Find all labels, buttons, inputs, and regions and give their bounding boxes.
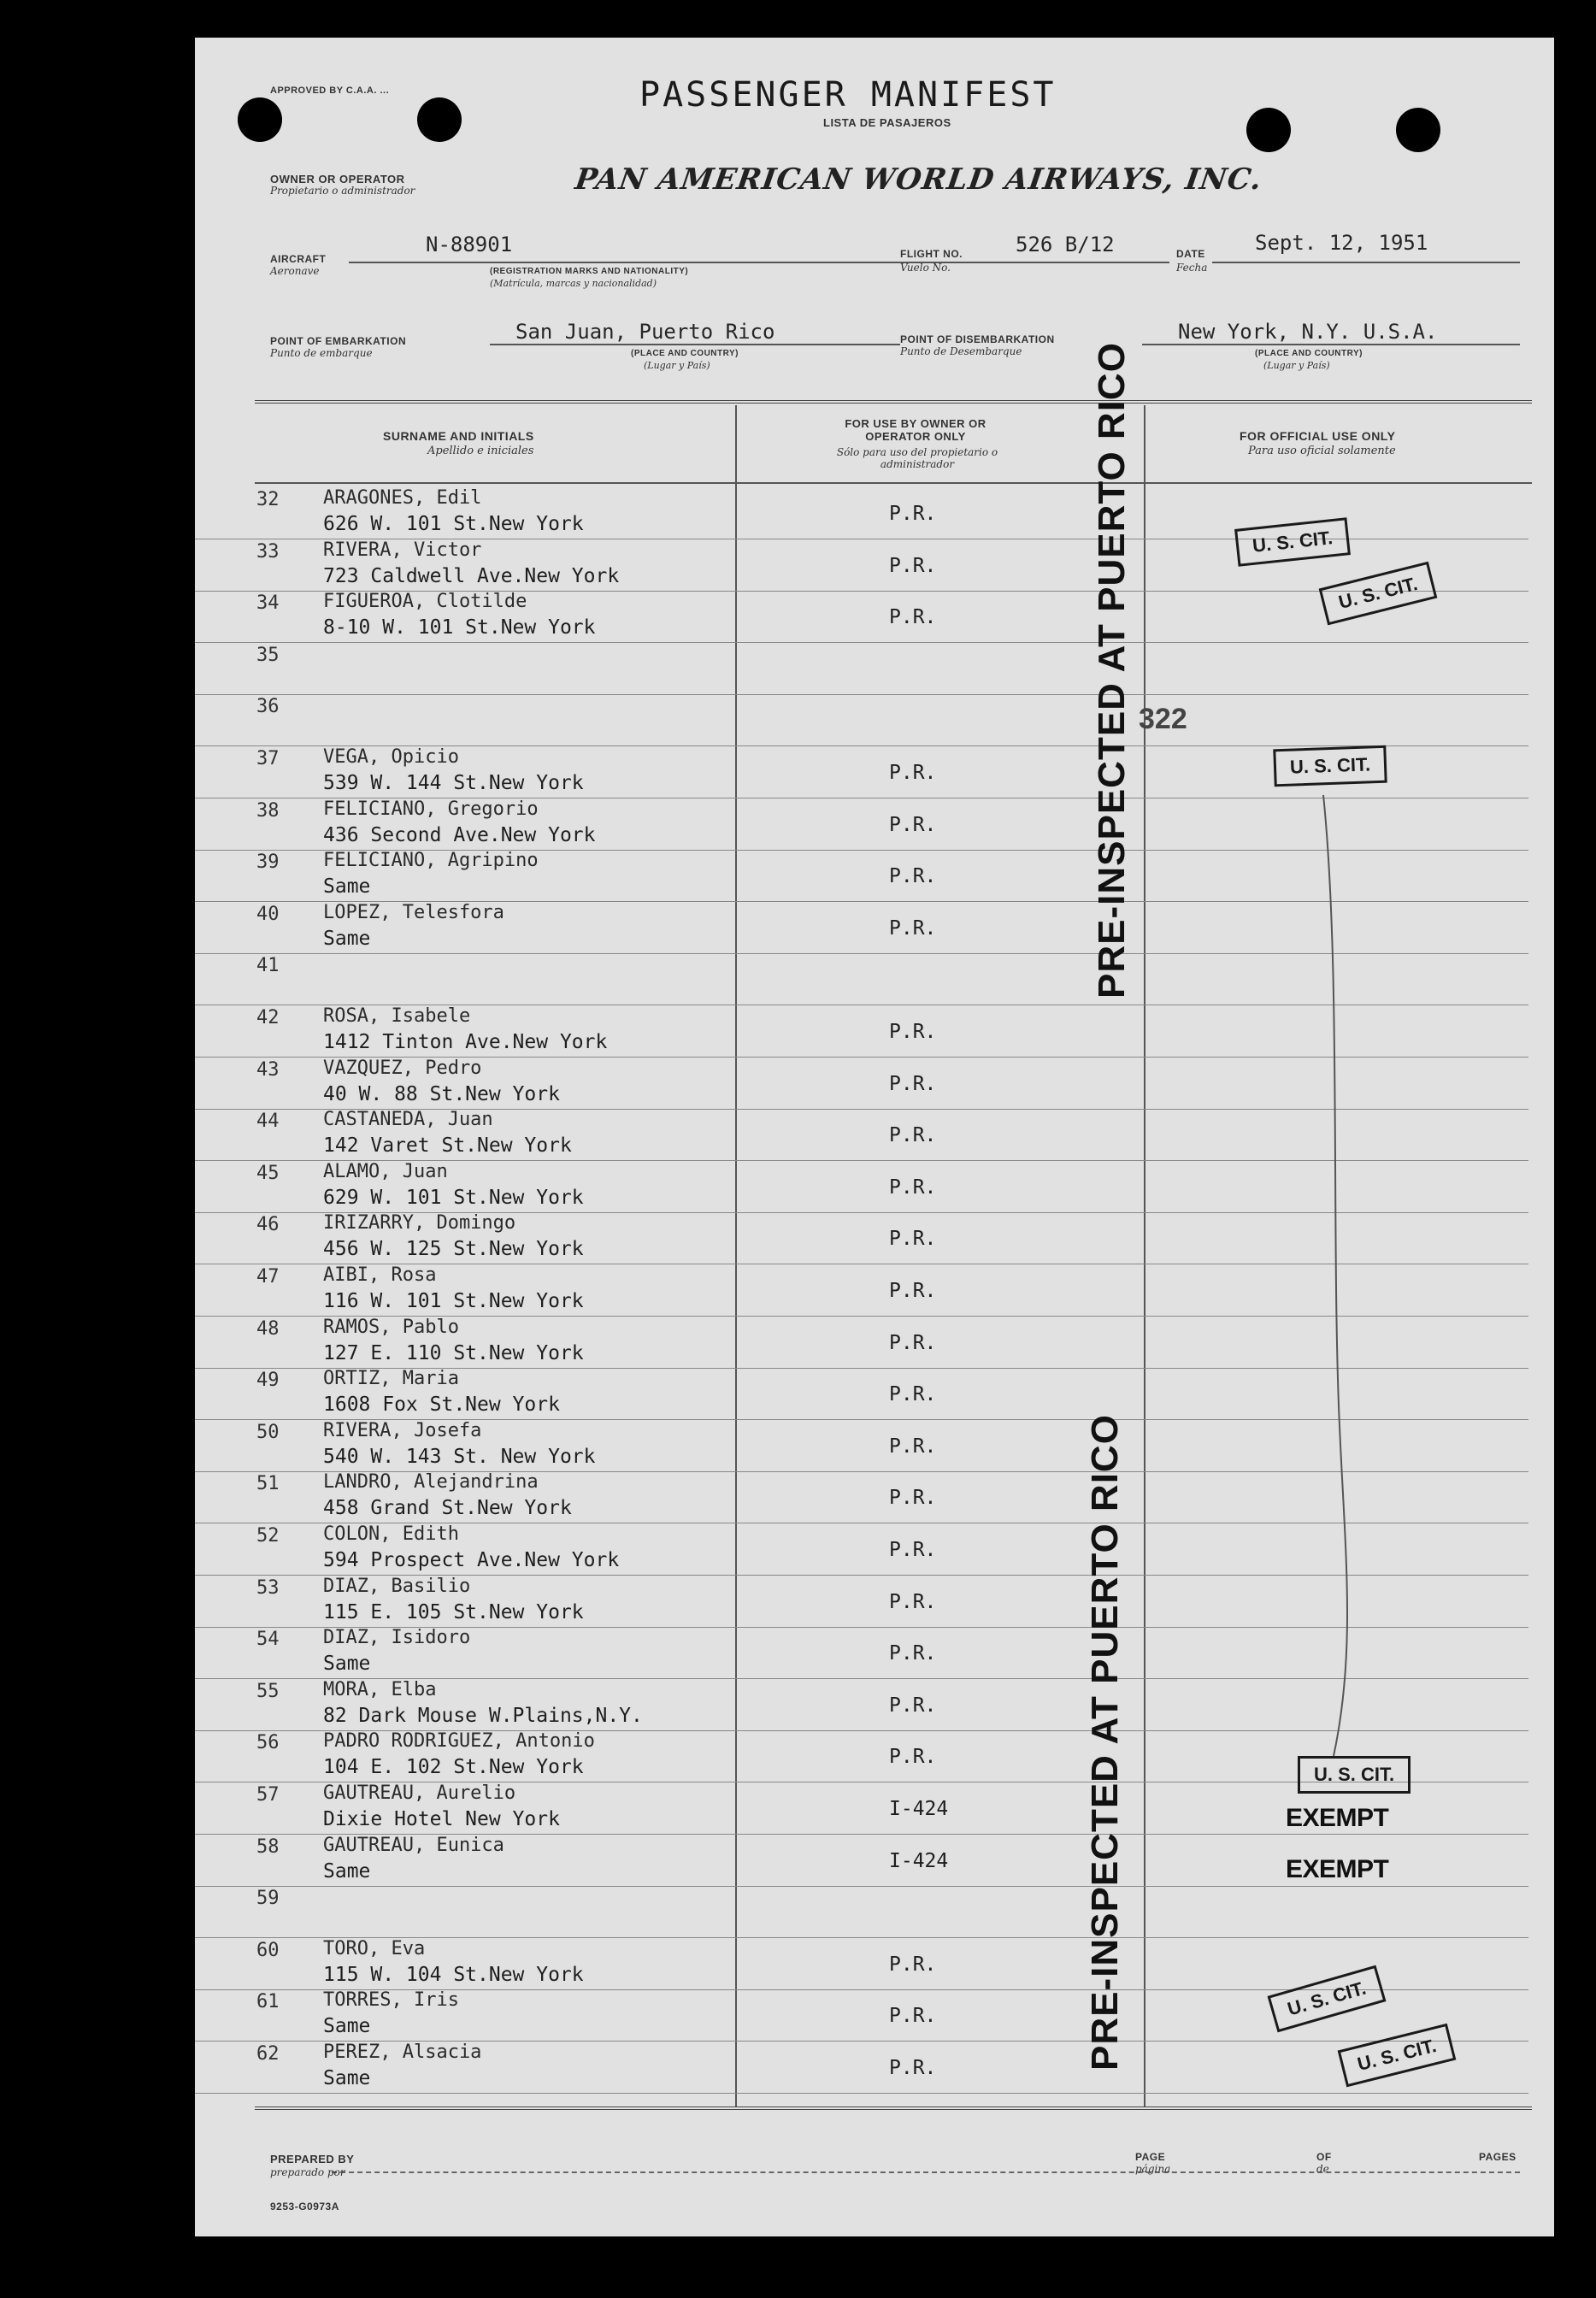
date-value: Sept. 12, 1951 (1255, 231, 1428, 255)
row-number: 36 (256, 696, 280, 717)
owner-use-value: P.R. (889, 1228, 937, 1250)
passenger-name: DIAZ, Basilio (323, 1576, 471, 1597)
embark-line (490, 344, 900, 345)
owner-use-value: P.R. (889, 1073, 937, 1095)
passenger-name: FIGUEROA, Clotilde (323, 591, 527, 612)
disembark-value: New York, N.Y. U.S.A. (1178, 320, 1438, 344)
passenger-address: 436 Second Ave.New York (323, 824, 596, 846)
row-number: 54 (256, 1629, 280, 1650)
passenger-address: 115 W. 104 St.New York (323, 1964, 584, 1986)
passenger-name: ORTIZ, Maria (323, 1368, 459, 1389)
passenger-name: PADRO RODRIGUEZ, Antonio (323, 1730, 595, 1752)
row-number: 33 (256, 541, 280, 563)
table-bottom-rule (255, 2106, 1532, 2110)
us-cit-stamp: U. S. CIT. (1234, 517, 1351, 567)
passenger-name: ARAGONES, Edil (323, 487, 482, 509)
prepared-label: PREPARED BY (270, 2153, 355, 2165)
row-number: 57 (256, 1784, 280, 1806)
owner-use-value: P.R. (889, 503, 937, 525)
footer-line (332, 2171, 1520, 2173)
owner-use-value: P.R. (889, 865, 937, 887)
row-number: 61 (256, 1991, 280, 2012)
preinspected-stamp: PRE-INSPECTED AT PUERTO RICO (1084, 1414, 1126, 2071)
owner-use-value: P.R. (889, 1280, 937, 1302)
owner-use-value: P.R. (889, 814, 937, 836)
manifest-sheet (195, 38, 1554, 2236)
passenger-name: FELICIANO, Agripino (323, 850, 539, 871)
row-number: 59 (256, 1888, 280, 1909)
passenger-address: Same (323, 1653, 371, 1675)
row-number: 53 (256, 1577, 280, 1599)
owner-use-value: P.R. (889, 1176, 937, 1199)
row-number: 55 (256, 1681, 280, 1702)
table-row (195, 2042, 1528, 2094)
page-title: PASSENGER MANIFEST (639, 75, 1057, 115)
stamp-number: 322 (1139, 703, 1187, 735)
owner-use-value: P.R. (889, 762, 937, 784)
owner-use-value: P.R. (889, 1332, 937, 1354)
owner-use-value: P.R. (889, 1694, 937, 1717)
passenger-address: Same (323, 928, 371, 950)
embark-value: San Juan, Puerto Rico (515, 320, 775, 344)
passenger-address: Same (323, 2015, 371, 2037)
passenger-address: 142 Varet St.New York (323, 1134, 572, 1157)
owner-use-value: P.R. (889, 1746, 937, 1768)
passenger-address: 104 E. 102 St.New York (323, 1756, 584, 1778)
passenger-address: 594 Prospect Ave.New York (323, 1549, 620, 1571)
owner-use-value: P.R. (889, 917, 937, 940)
passenger-address: Same (323, 875, 371, 898)
date-line (1212, 262, 1520, 263)
passenger-name: CASTANEDA, Juan (323, 1109, 493, 1130)
row-number: 41 (256, 955, 280, 976)
row-number: 58 (256, 1836, 280, 1858)
passenger-name: LANDRO, Alejandrina (323, 1471, 539, 1493)
row-number: 46 (256, 1214, 280, 1235)
pages-label: PAGES (1479, 2151, 1516, 2163)
row-number: 39 (256, 851, 280, 873)
passenger-address: 40 W. 88 St.New York (323, 1083, 560, 1105)
passenger-address: Dixie Hotel New York (323, 1808, 560, 1830)
us-cit-stamp: U. S. CIT. (1319, 562, 1438, 626)
owner-label: OWNER OR OPERATOR (270, 173, 405, 186)
punch-hole (417, 97, 462, 142)
owner-use-value: P.R. (889, 1021, 937, 1043)
of-label-es: de (1316, 2163, 1329, 2175)
passenger-name: LOPEZ, Telesfora (323, 902, 504, 923)
owner-use-value: P.R. (889, 2057, 937, 2079)
table-row (195, 643, 1528, 695)
passenger-address: Same (323, 2067, 371, 2089)
page-subtitle: LISTA DE PASAJEROS (823, 116, 951, 129)
passenger-name: TORO, Eva (323, 1938, 426, 1959)
owner-use-value: P.R. (889, 1435, 937, 1458)
owner-use-value: P.R. (889, 555, 937, 577)
us-cit-stamp: U. S. CIT. (1267, 1965, 1386, 2033)
flight-line (998, 262, 1169, 263)
approval-note: APPROVED BY C.A.A. ... (270, 85, 390, 96)
passenger-address: 116 W. 101 St.New York (323, 1290, 584, 1312)
row-number: 50 (256, 1422, 280, 1443)
col-header-official: FOR OFFICIAL USE ONLY (1240, 429, 1396, 443)
passenger-name: AIBI, Rosa (323, 1264, 437, 1286)
passenger-name: FELICIANO, Gregorio (323, 798, 539, 820)
passenger-name: VEGA, Opicio (323, 746, 459, 768)
preinspected-stamp: PRE-INSPECTED AT PUERTO RICO (1091, 342, 1133, 999)
page-label: PAGE (1135, 2151, 1166, 2163)
embark-note-es: (Lugar y País) (644, 360, 710, 371)
row-number: 38 (256, 800, 280, 822)
col-header-name-es: Apellido e iniciales (427, 445, 534, 457)
row-number: 43 (256, 1059, 280, 1081)
owner-use-value: P.R. (889, 1124, 937, 1146)
exempt-stamp: EXEMPT (1286, 1804, 1389, 1832)
disembark-label-es: Punto de Desembarque (900, 345, 1022, 357)
passenger-address: 629 W. 101 St.New York (323, 1187, 584, 1209)
owner-use-value: P.R. (889, 1953, 937, 1976)
punch-hole (238, 97, 282, 142)
owner-use-value: P.R. (889, 606, 937, 628)
us-cit-stamp: U. S. CIT. (1273, 745, 1387, 787)
passenger-address: Same (323, 1860, 371, 1883)
table-header-rule (255, 482, 1532, 484)
passenger-address: 1412 Tinton Ave.New York (323, 1031, 608, 1053)
passenger-address: 626 W. 101 St.New York (323, 513, 584, 535)
punch-hole (1396, 108, 1440, 152)
date-label-es: Fecha (1176, 262, 1208, 274)
table-row (195, 694, 1528, 746)
table-row (195, 1886, 1528, 1938)
date-label: DATE (1176, 248, 1205, 260)
aircraft-note-es: (Matrícula, marcas y nacionalidad) (490, 278, 657, 289)
us-cit-stamp: U. S. CIT. (1298, 1756, 1410, 1794)
owner-use-value: I-424 (889, 1850, 949, 1872)
embark-note: (PLACE AND COUNTRY) (631, 349, 739, 358)
row-number: 34 (256, 592, 280, 614)
form-code: 9253-G0973A (270, 2201, 339, 2213)
owner-use-value: P.R. (889, 1487, 937, 1509)
col-header-owner-es: Sólo para uso del propietario o administrador (836, 446, 998, 470)
col-header-official-es: Para uso oficial solamente (1248, 445, 1396, 457)
flight-label-es: Vuelo No. (900, 262, 951, 274)
flight-label: FLIGHT NO. (900, 248, 963, 260)
passenger-address: 458 Grand St.New York (323, 1497, 572, 1519)
passenger-name: TORRES, Iris (323, 1989, 459, 2011)
disembark-note: (PLACE AND COUNTRY) (1255, 349, 1363, 358)
row-number: 49 (256, 1370, 280, 1391)
passenger-address: 540 W. 143 St. New York (323, 1446, 596, 1468)
row-number: 56 (256, 1732, 280, 1753)
passenger-address: 127 E. 110 St.New York (323, 1342, 584, 1364)
aircraft-value: N-88901 (426, 233, 513, 256)
punch-hole (1246, 108, 1291, 152)
disembark-note-es: (Lugar y País) (1263, 360, 1330, 371)
row-number: 42 (256, 1007, 280, 1028)
passenger-name: RIVERA, Victor (323, 539, 482, 561)
row-number: 60 (256, 1940, 280, 1961)
owner-use-value: P.R. (889, 1591, 937, 1613)
aircraft-label: AIRCRAFT (270, 253, 327, 265)
passenger-name: DIAZ, Isidoro (323, 1627, 471, 1648)
passenger-address: 115 E. 105 St.New York (323, 1601, 584, 1623)
passenger-name: MORA, Elba (323, 1679, 437, 1700)
of-label: OF (1316, 2151, 1332, 2163)
us-cit-stamp: U. S. CIT. (1338, 2024, 1457, 2088)
passenger-name: VAZQUEZ, Pedro (323, 1058, 482, 1079)
row-number: 48 (256, 1318, 280, 1340)
embark-label-es: Punto de embarque (270, 347, 373, 359)
owner-use-value: P.R. (889, 1539, 937, 1561)
owner-label-es: Propietario o administrador (270, 185, 415, 197)
row-number: 45 (256, 1163, 280, 1184)
passenger-address: 8-10 W. 101 St.New York (323, 616, 596, 639)
passenger-address: 456 W. 125 St.New York (323, 1238, 584, 1260)
table-top-rule (255, 400, 1532, 404)
owner-name: PAN AMERICAN WORLD AIRWAYS, INC. (573, 162, 1264, 197)
col-header-owner: FOR USE BY OWNER OR OPERATOR ONLY (845, 417, 986, 443)
pencil-mark (1306, 790, 1383, 1765)
passenger-address: 539 W. 144 St.New York (323, 772, 584, 794)
row-number: 32 (256, 489, 280, 510)
prepared-label-es: preparado por (270, 2166, 345, 2178)
page-label-es: página (1135, 2163, 1171, 2175)
embark-label: POINT OF EMBARKATION (270, 335, 407, 347)
row-number: 62 (256, 2043, 280, 2065)
passenger-name: ALAMO, Juan (323, 1161, 448, 1182)
passenger-address: 82 Dark Mouse W.Plains,N.Y. (323, 1705, 643, 1727)
passenger-name: PEREZ, Alsacia (323, 2042, 482, 2063)
passenger-name: ROSA, Isabele (323, 1005, 471, 1027)
aircraft-note: (REGISTRATION MARKS AND NATIONALITY) (490, 267, 689, 276)
owner-use-value: P.R. (889, 1383, 937, 1405)
row-number: 51 (256, 1473, 280, 1494)
exempt-stamp: EXEMPT (1286, 1855, 1389, 1883)
col-header-name: SURNAME AND INITIALS (383, 429, 534, 443)
row-number: 40 (256, 904, 280, 925)
disembark-line (1142, 344, 1520, 345)
passenger-address: 1608 Fox St.New York (323, 1394, 560, 1416)
row-number: 44 (256, 1111, 280, 1132)
owner-use-value: P.R. (889, 1642, 937, 1665)
passenger-name: RAMOS, Pablo (323, 1317, 459, 1338)
owner-use-value: I-424 (889, 1798, 949, 1820)
row-number: 52 (256, 1525, 280, 1547)
passenger-address: 723 Caldwell Ave.New York (323, 565, 620, 587)
row-number: 47 (256, 1266, 280, 1287)
owner-use-value: P.R. (889, 2005, 937, 2027)
passenger-name: RIVERA, Josefa (323, 1420, 482, 1441)
passenger-name: GAUTREAU, Aurelio (323, 1782, 516, 1804)
aircraft-label-es: Aeronave (270, 265, 320, 277)
flight-value: 526 B/12 (1016, 233, 1115, 256)
passenger-name: GAUTREAU, Eunica (323, 1835, 504, 1856)
passenger-name: IRIZARRY, Domingo (323, 1212, 516, 1234)
passenger-name: COLON, Edith (323, 1523, 459, 1545)
row-number: 37 (256, 748, 280, 769)
row-number: 35 (256, 645, 280, 666)
disembark-label: POINT OF DISEMBARKATION (900, 333, 1055, 345)
